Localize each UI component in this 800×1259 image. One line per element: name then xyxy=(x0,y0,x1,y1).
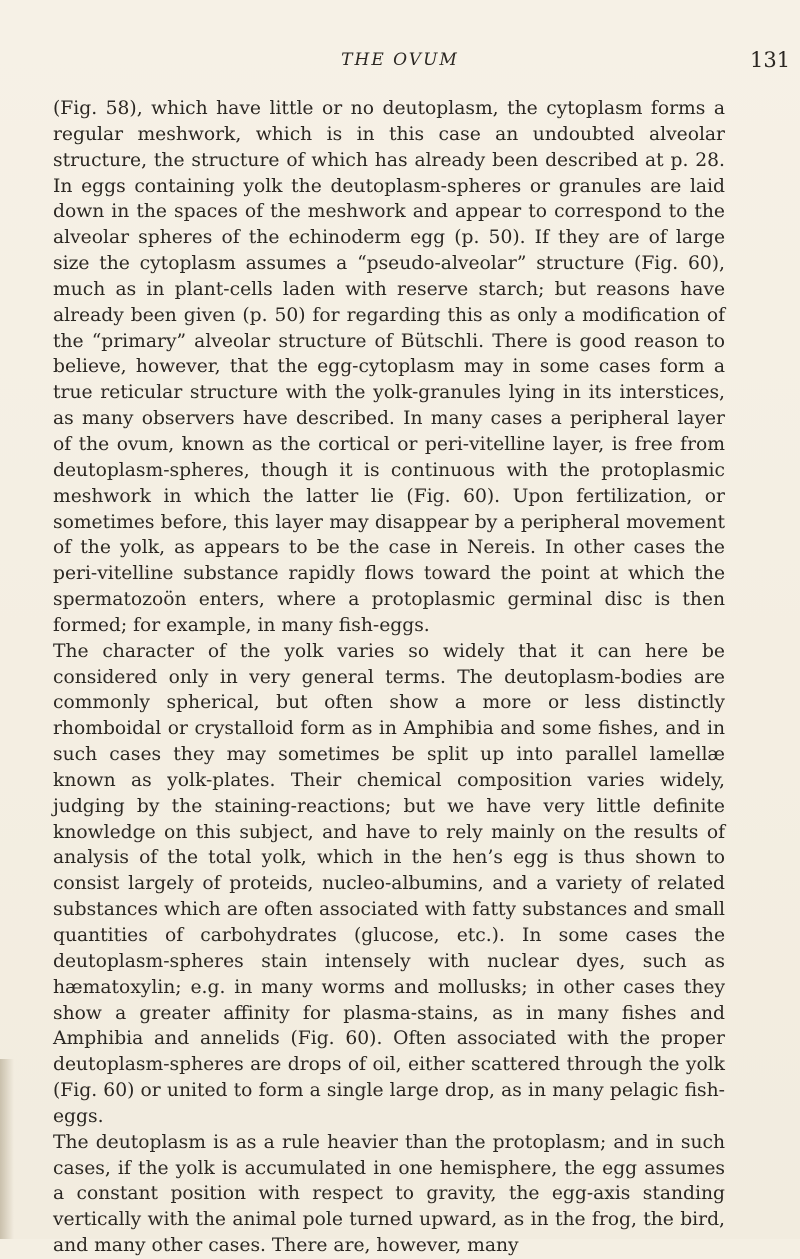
page-number: 131 xyxy=(750,48,791,72)
paragraph-3: The deutoplasm is as a rule heavier than the protoplasm; and in such cases, if the yolk is accumulated in one hemisphere, the egg assumes a constant position with respect to gravity, the egg-axis standing vertically with the animal pole turned upward, as in the frog, the bird, and many other cases. There are, however, many xyxy=(53,1131,725,1257)
body-text xyxy=(53,96,725,1259)
running-head: THE OVUM xyxy=(341,50,459,70)
paragraph-2: The character of the yolk varies so widely that it can here be considered only in very general terms. The deutoplasm-bodies are commonly spherical, but often show a more or less distinctly rhomboidal or crystalloid form as in Amphibia and some fishes, and in such cases they may sometimes be split up into parallel lamellæ known as yolk-plates. Their chemical composition varies widely, judging by the staining-reactions; but we have very little definite knowledge on this subject, and have to rely mainly on the results of analysis of the total yolk, which in the hen’s egg is thus shown to consist largely of proteids, nucleo-albumins, and a variety of related substances which are often associated with fatty substances and small quantities of carbohydrates (glucose, etc.). In some cases the deutoplasm-spheres stain intensely with nuclear dyes, such as hæmatoxylin; e.g. in many worms and mollusks; in other cases they show a greater affinity for plasma-stains, as in many fishes and Amphibia and annelids (Fig. 60). Often associated with the proper deutoplasm-spheres are drops of oil, either scattered through the yolk (Fig. 60) or united to form a single large drop, as in many pelagic fish-eggs. xyxy=(53,640,725,1127)
paragraph-1: (Fig. 58), which have little or no deutoplasm, the cytoplasm forms a regular meshwork, which is in this case an undoubted alveolar structure, the structure of which has already been described at p. 28. In eggs containing yolk the deutoplasm-spheres or granules are laid down in the spaces of the meshwork and appear to correspond to the alveolar spheres of the echinoderm egg (p. 50). If they are of large size the cytoplasm assumes a “pseudo-alveolar” structure (Fig. 60), much as in plant-cells laden with reserve starch; but reasons have already been given (p. 50) for regarding this as only a modification of the “primary” alveolar structure of Bütschli. There is good reason to believe, however, that the egg-cytoplasm may in some cases form a true reticular structure with the yolk-granules lying in its interstices, as many observers have described. In many cases a peripheral layer of the ovum, known as the cortical or peri-vitelline layer, is free from deutoplasm-spheres, though it is continuous with the protoplasmic meshwork in which the latter lie (Fig. 60). Upon fertilization, or sometimes before, this layer may disappear by a peripheral movement of the yolk, as appears to be the case in Nereis. In other cases the peri-vitelline substance rapidly flows toward the point at which the spermatozoön enters, where a protoplasmic germinal disc is then formed; for example, in many fish-eggs. xyxy=(53,98,725,636)
page-edge-shadow xyxy=(0,1059,14,1239)
